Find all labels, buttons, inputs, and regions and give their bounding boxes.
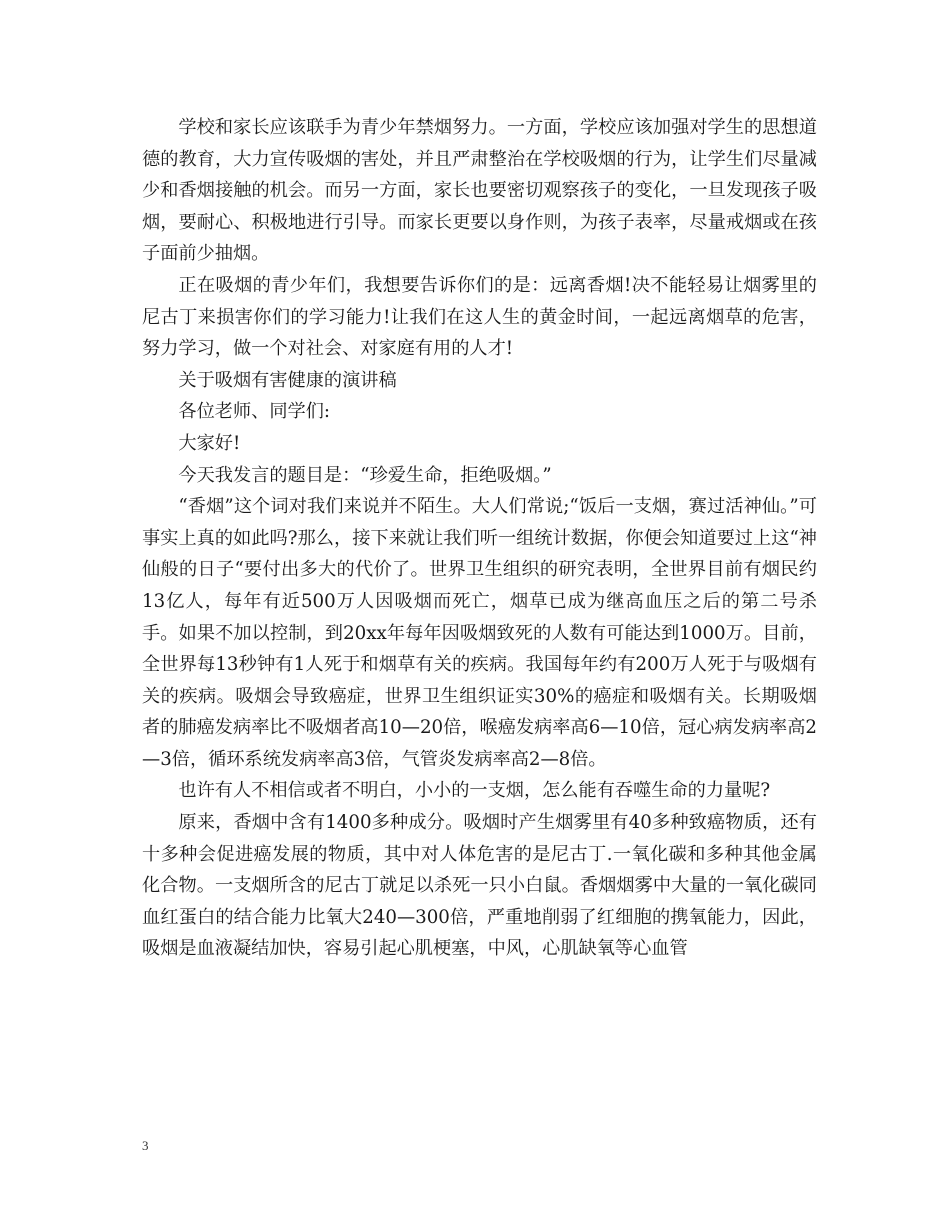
salutation: 各位老师、同学们: [178, 401, 331, 423]
greeting: 大家好! [178, 432, 241, 454]
paragraph-ingredients: 原来，香烟中含有1400多种成分。吸烟时产生烟雾里有40多种致癌物质，还有十多种会促进癌发展的物质，其中对人体危害的是尼古丁.一氧化碳和多种其他金属化合物。一支烟所含的尼古丁就足以杀死一只小白鼠。香烟烟雾中大量的一氧化碳同血红蛋白的结合能力比氧大240—300倍，严重地削弱了红细胞的携氧能力，因此，吸烟是血液凝结加快，容易引起心肌梗塞，中风，心肌缺氧等心血管 [142, 812, 817, 960]
page-number: 3 [142, 1138, 149, 1153]
document-body [142, 112, 817, 965]
paragraph-school-parents: 学校和家长应该联手为青少年禁烟努力。一方面，学校应该加强对学生的思想道德的教育，大力宣传吸烟的害处，并且严肃整治在学校吸烟的行为，让学生们尽量减少和香烟接触的机会。而另一方面，家长也要密切观察孩子的变化，一旦发现孩子吸烟，要耐心、积极地进行引导。而家长更要以身作则，为孩子表率，尽量戒烟或在孩子面前少抽烟。 [142, 117, 817, 265]
paragraph-statistics: “香烟”这个词对我们来说并不陌生。大人们常说;“饭后一支烟，赛过活神仙。”可事实上真的如此吗?那么，接下来就让我们听一组统计数据，你便会知道要过上这“神仙般的日子“要付出多大的代价了。世界卫生组织的研究表明，全世界目前有烟民约13亿人，每年有近500万人因吸烟而死亡，烟草已成为继高血压之后的第二号杀手。如果不加以控制，到20xx年每年因吸烟致死的人数有可能达到1000万。目前，全世界每13秒钟有1人死于和烟草有关的疾病。我国每年约有200万人死于与吸烟有关的疾病。吸烟会导致癌症，世界卫生组织证实30%的癌症和吸烟有关。长期吸烟者的肺癌发病率比不吸烟者高10—20倍，喉癌发病率高6—10倍，冠心病发病率高2—3倍，循环系统发病率高3倍，气管炎发病率高2—8倍。 [142, 496, 817, 770]
paragraph-question: 也许有人不相信或者不明白，小小的一支烟，怎么能有吞噬生命的力量呢? [178, 780, 771, 802]
topic-statement: 今天我发言的题目是：“珍爱生命，拒绝吸烟。” [178, 464, 552, 486]
speech-title: 关于吸烟有害健康的演讲稿 [178, 369, 397, 391]
paragraph-youth-appeal: 正在吸烟的青少年们，我想要告诉你们的是：远离香烟!决不能轻易让烟雾里的尼古丁来损害你们的学习能力!让我们在这人生的黄金时间，一起远离烟草的危害，努力学习，做一个对社会、对家庭有用的人才! [142, 274, 817, 360]
